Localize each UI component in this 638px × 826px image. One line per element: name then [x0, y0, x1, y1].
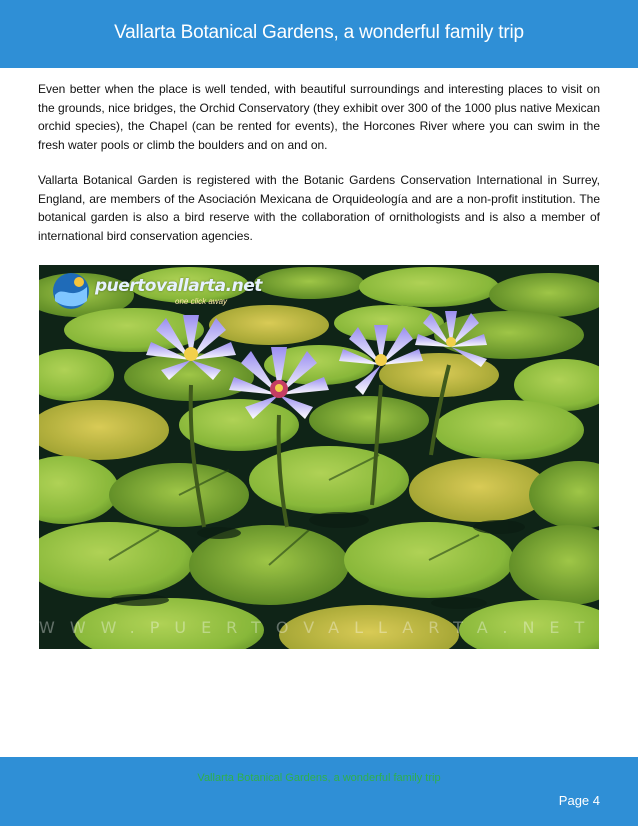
- page-header: [0, 0, 638, 68]
- paragraph-2: Vallarta Botanical Garden is registered with the Botanic Gardens Conservation International in Surrey, England, are members of the Asociación Mexicana de Orquideología and are a non-profit institution. The botanical garden is also a bird reserve with the collaboration of ornithologists and is also a member of international bird conservation agencies.: [38, 173, 600, 243]
- header-title: Vallarta Botanical Gardens, a wonderful family trip: [114, 22, 524, 43]
- body-text: [38, 80, 600, 262]
- photo-watermark: WWW.PUERTOVALLARTA.NET: [39, 618, 599, 637]
- page-number: Page 4: [558, 793, 600, 808]
- page-footer: [0, 757, 638, 826]
- paragraph-1: Even better when the place is well tended, with beautiful surroundings and interesting places to visit on the grounds, nice bridges, the Orchid Conservatory (they exhibit over 300 of the 1000 plus native Mexican orchid species), the Chapel (can be rented for events), the Horcones River where you can swim in the fresh water pools or climb the boulders and on and on.: [38, 82, 600, 152]
- water-lily-photo: [39, 265, 599, 649]
- photo-illustration: [39, 265, 599, 649]
- site-logo: [45, 271, 262, 315]
- logo-tagline: one click away: [175, 297, 228, 306]
- footer-title: Vallarta Botanical Gardens, a wonderful family trip: [197, 772, 441, 784]
- logo-text: puertovallarta.net: [95, 276, 262, 296]
- logo-wave-icon: [49, 271, 93, 311]
